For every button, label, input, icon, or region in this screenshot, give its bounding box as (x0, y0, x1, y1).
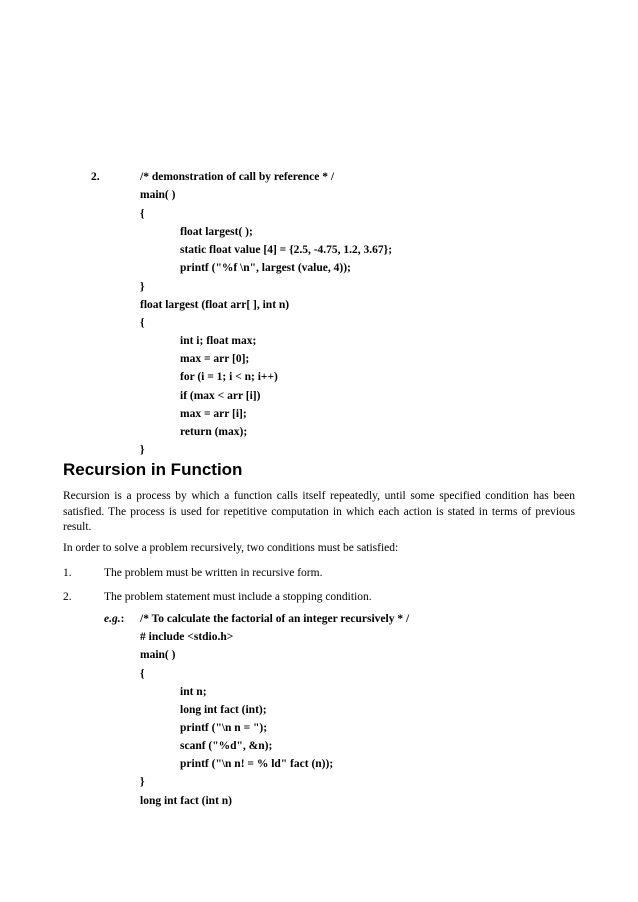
code-line: # include <stdio.h> (140, 631, 234, 643)
code-line: { (140, 668, 145, 680)
paragraph: In order to solve a problem recursively, two conditions must be satisfied: (63, 542, 399, 554)
code-line: main( ) (140, 189, 176, 201)
list-item-number: 1. (63, 567, 72, 579)
code-line: if (max < arr [i]) (180, 390, 261, 402)
code-line: return (max); (180, 426, 248, 438)
code-line: { (140, 317, 145, 329)
example-label (104, 612, 124, 626)
code-line: printf ("\n n! = % ld" fact (n)); (180, 758, 334, 770)
code-line: printf ("%f \n", largest (value, 4)); (180, 262, 351, 274)
code-line: } (140, 776, 145, 788)
code-line: printf ("\n n = "); (180, 722, 268, 734)
code-line: long int fact (int); (180, 704, 267, 716)
code-line: float largest( ); (180, 226, 253, 238)
code-line: static float value [4] = {2.5, -4.75, 1.2, 3.67}; (180, 244, 393, 256)
list-item-text: The problem statement must include a stopping condition. (104, 591, 372, 603)
code-line: scanf ("%d", &n); (180, 740, 273, 752)
list-item-number: 2. (63, 591, 72, 603)
paragraph: Recursion is a process by which a function calls itself repeatedly, until some specified condition has been satisfied. The process is used for repetitive computation in which each action is stated in terms of previous result. (63, 490, 575, 533)
code-line: /* To calculate the factorial of an integer recursively * / (140, 613, 410, 625)
code-line: main( ) (140, 649, 176, 661)
code-line: int i; float max; (180, 335, 257, 347)
section-heading: Recursion in Function (63, 460, 243, 479)
code-line: max = arr [i]; (180, 408, 247, 420)
list-item-text: The problem must be written in recursive form. (104, 567, 323, 579)
section-number: 2. (91, 171, 100, 183)
example-label-text: e.g. (104, 613, 121, 625)
code-line: /* demonstration of call by reference * / (140, 171, 335, 183)
code-line: float largest (float arr[ ], int n) (140, 299, 290, 311)
code-line: { (140, 208, 145, 220)
code-line: } (140, 444, 145, 456)
code-line: } (140, 281, 145, 293)
code-line: int n; (180, 686, 207, 698)
code-line: long int fact (int n) (140, 795, 232, 807)
example-label-colon: : (120, 613, 125, 625)
code-line: for (i = 1; i < n; i++) (180, 371, 278, 383)
code-line: max = arr [0]; (180, 353, 250, 365)
